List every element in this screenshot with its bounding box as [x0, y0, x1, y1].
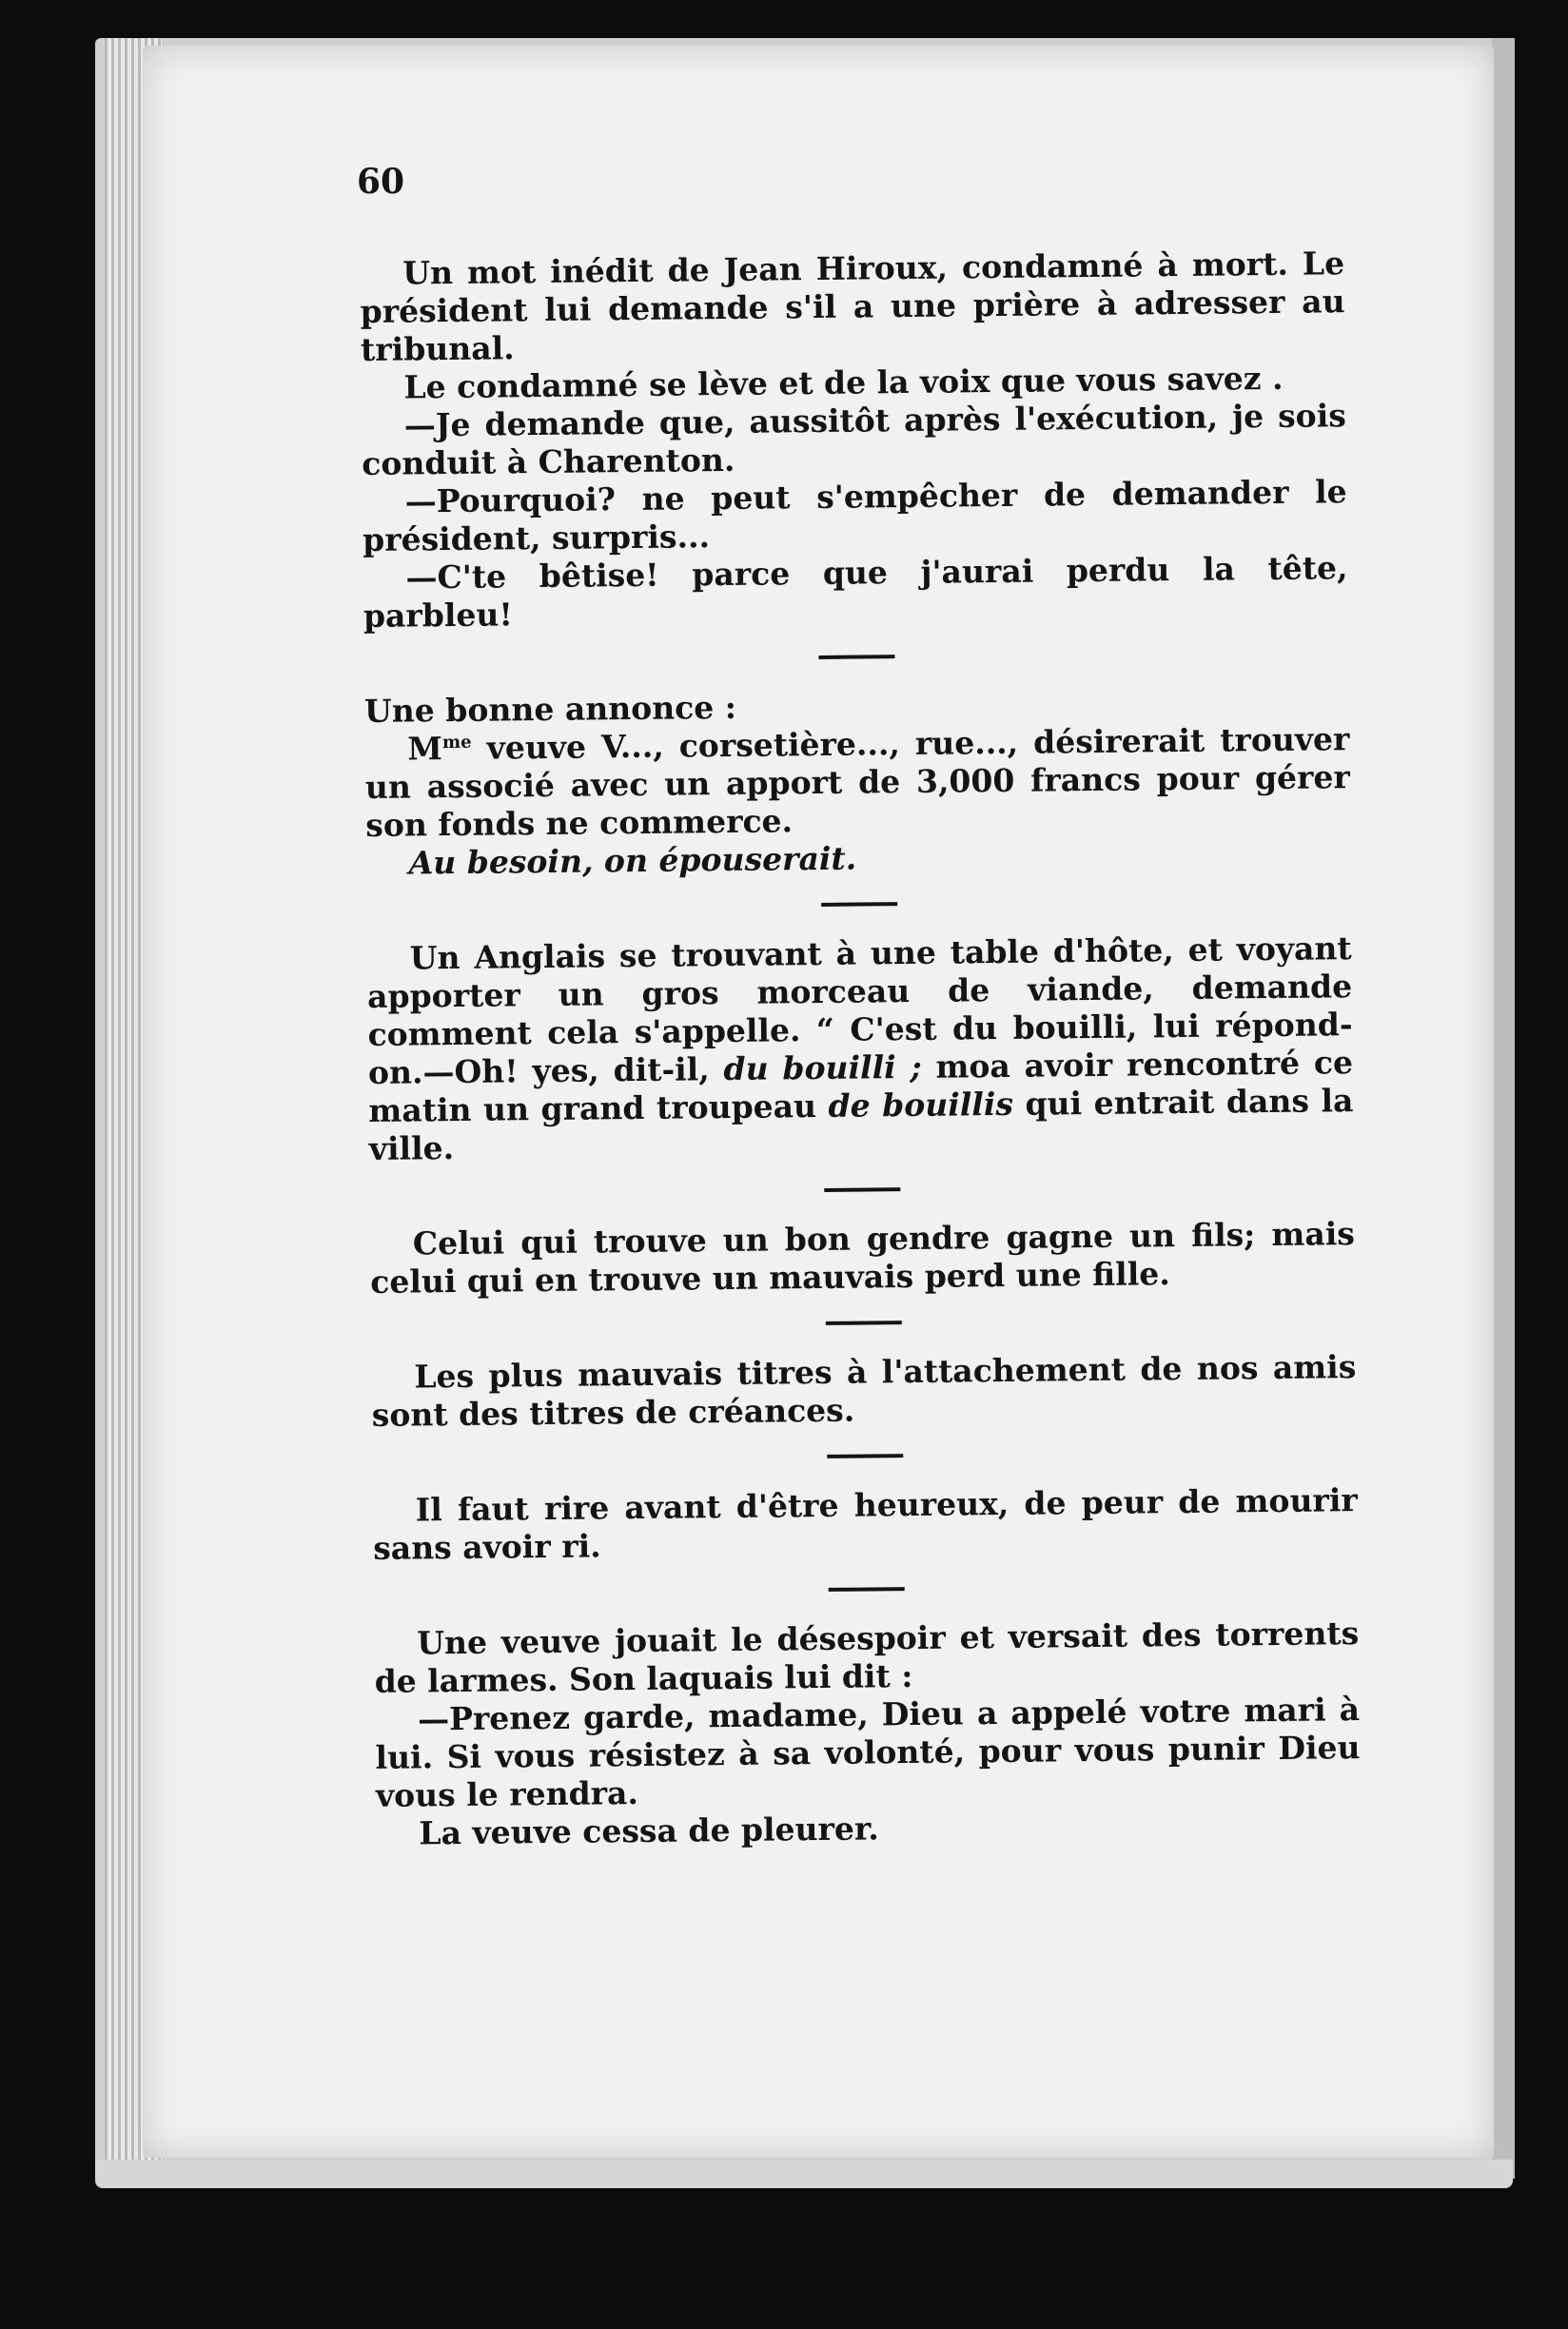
paragraph: Celui qui trouve un bon gendre gagne un fils; mais celui qui en trouve un mauvais perd une fille.: [370, 1215, 1356, 1301]
page-bottom-edge: [95, 2160, 1513, 2188]
section-separator: [821, 902, 897, 907]
text-run: Un Anglais se trouvant à une table d'hôte, et voyant apporter un gros morceau de viande, demande comment cela s'appelle. “ C'est du bouilli, lui répond-on.—Oh! yes, dit-il,: [366, 930, 1353, 1091]
text-run: qui entrait dans la ville.: [368, 1082, 1354, 1167]
paragraph: —C'te bêtise! parce que j'aurai perdu la tête, parbleu!: [363, 549, 1348, 635]
paragraph: Une bonne annonce :: [363, 688, 737, 730]
ad-body: veuve V..., corsetière..., rue..., désirerait trouver un associé avec un apport de 3,000 francs pour gérer son fonds ne commerce.: [364, 720, 1351, 844]
anecdote-anglais: [367, 930, 1354, 1168]
anecdote-bonne-annonce: [364, 682, 1351, 883]
paragraph: Il faut rire avant d'être heureux, de peur de mourir sans avoir ri.: [373, 1481, 1358, 1567]
section-separator: [827, 1454, 903, 1458]
text-run: moa avoir rencontré ce matin un grand troupeau: [368, 1044, 1354, 1129]
paragraph: Les plus mauvais titres à l'attachement de nos amis sont des titres de créances.: [371, 1348, 1357, 1434]
paragraph: La veuve cessa de pleurer.: [419, 1810, 879, 1852]
page-text: [360, 245, 1362, 1853]
paragraph: —Je demande que, aussitôt après l'exécution, je sois conduit à Charenton.: [362, 397, 1347, 482]
paragraph: [367, 930, 1354, 1168]
italic-run: du bouilli ;: [723, 1047, 922, 1088]
anecdote-jean-hiroux: [360, 245, 1348, 636]
page-right-edge: [1492, 38, 1515, 2179]
italic-run: de bouillis: [828, 1085, 1014, 1125]
maxim-gendre: [370, 1215, 1356, 1302]
paragraph: Une veuve jouait le désespoir et versait des torrents de larmes. Son laquais lui dit :: [374, 1615, 1360, 1700]
ad-lead: M: [407, 730, 443, 768]
ad-superscript: me: [441, 732, 472, 754]
section-separator: [828, 1587, 904, 1592]
italic-line: Au besoin, on épouserait.: [408, 839, 857, 882]
paragraph: Un mot inédit de Jean Hiroux, condamné à mort. Le président lui demande s'il a une prière à adresser au tribunal.: [360, 245, 1345, 368]
page-number: 60: [357, 162, 405, 202]
paragraph: —Prenez garde, madame, Dieu a appelé votre mari à lui. Si vous résistez à sa volonté, pour vous punir Dieu vous le rendra.: [375, 1691, 1361, 1814]
section-separator: [818, 655, 894, 659]
maxim-titres: [371, 1348, 1357, 1435]
anecdote-veuve: [374, 1615, 1361, 1853]
section-separator: [825, 1321, 901, 1325]
advertisement-text: [364, 720, 1350, 845]
paragraph: Le condamné se lève et de la voix que vous savez .: [403, 359, 1284, 406]
maxim-rire: [373, 1481, 1359, 1568]
section-separator: [824, 1187, 900, 1192]
paragraph: —Pourquoi? ne peut s'empêcher de demander le président, surpris...: [362, 473, 1347, 558]
